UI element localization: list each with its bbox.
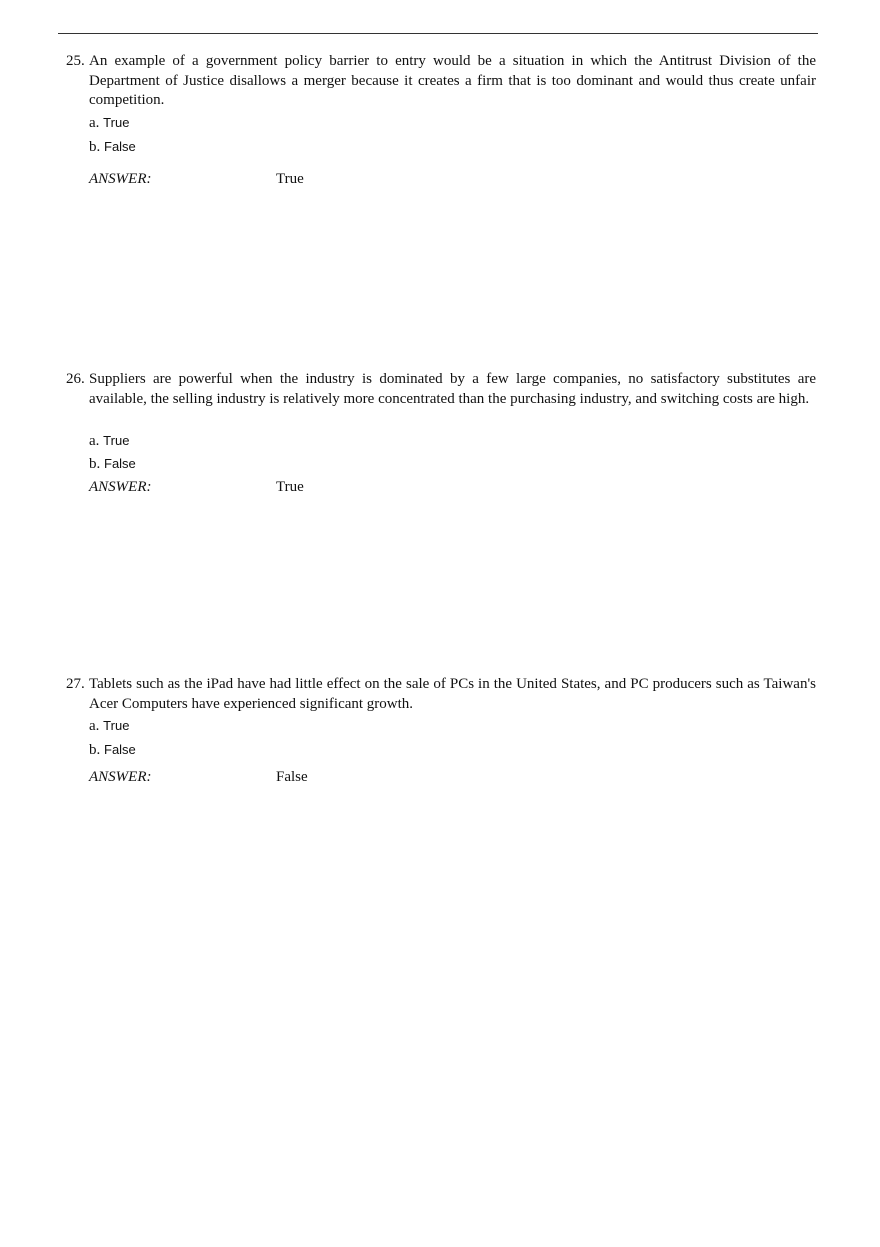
- answer-row: ANSWER: True: [89, 170, 151, 190]
- question-text: An example of a government policy barrier to entry would be a situation in which the Antitrust Division of the Department of Justice disallows a merger because it creates a firm that is too dominant and would thus create unfair competition.: [89, 53, 816, 108]
- option-b[interactable]: b. False: [89, 139, 136, 155]
- question-25: [66, 52, 816, 187]
- option-b[interactable]: b. False: [89, 742, 136, 758]
- question-text: Tablets such as the iPad have had little effect on the sale of PCs in the United States, and PC producers such as Taiwan's Acer Computers have experienced significant growth.: [89, 676, 816, 712]
- answer-value: False: [276, 769, 308, 785]
- question-26: [66, 370, 816, 495]
- question-27: [66, 675, 816, 785]
- question-number: 25.: [66, 53, 85, 69]
- question-number: 27.: [66, 676, 85, 692]
- option-a[interactable]: a. True: [89, 433, 130, 449]
- question-text: Suppliers are powerful when the industry is dominated by a few large companies, no satisfactory substitutes are available, the selling industry is relatively more concentrated than the purchasing industry, and switching costs are high.: [89, 371, 816, 407]
- answer-value: True: [276, 479, 304, 495]
- header-rule: [58, 33, 818, 34]
- answer-row: ANSWER: False: [89, 768, 151, 788]
- option-a[interactable]: a. True: [89, 115, 130, 131]
- option-a[interactable]: a. True: [89, 718, 130, 734]
- answer-value: True: [276, 171, 304, 187]
- option-b[interactable]: b. False: [89, 456, 136, 472]
- question-number: 26.: [66, 371, 85, 387]
- answer-row: ANSWER: True: [89, 478, 151, 498]
